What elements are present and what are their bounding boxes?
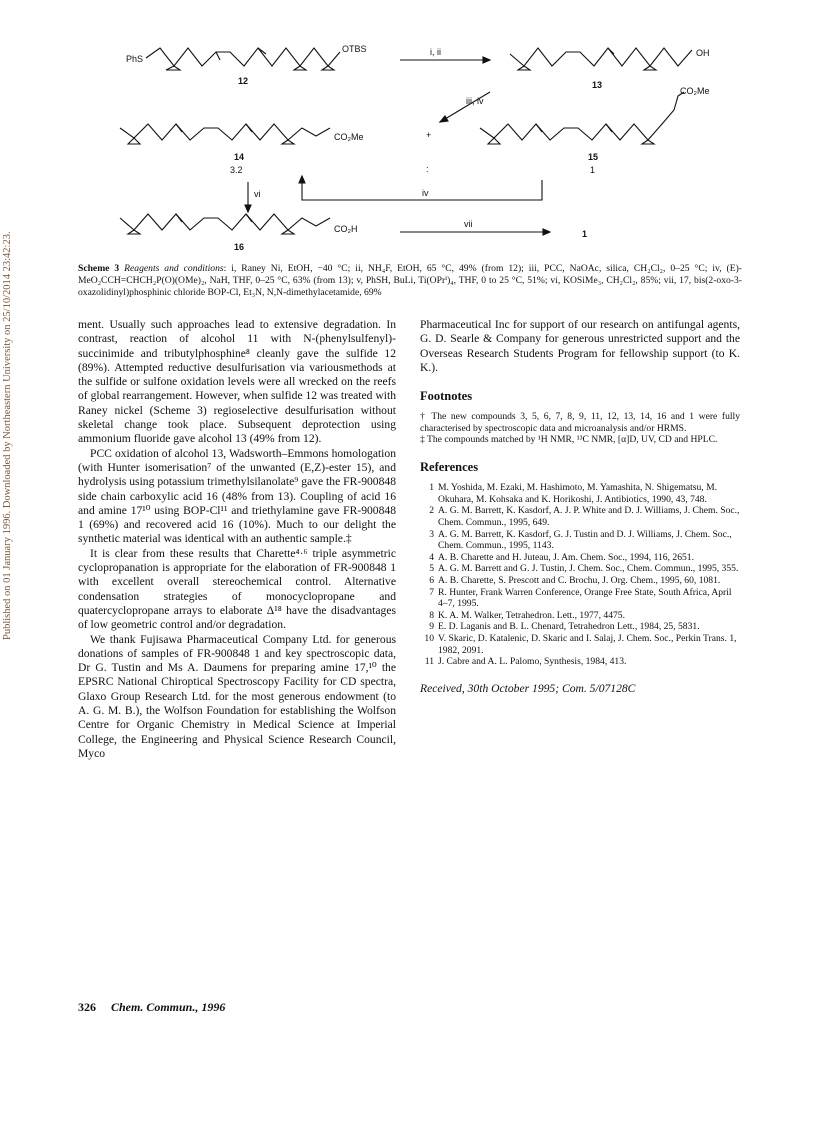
footnotes-heading: Footnotes: [420, 389, 473, 404]
compound-1: 1: [582, 229, 588, 239]
caption-heading: Reagents and conditions: [124, 263, 224, 274]
page-footer: [78, 1000, 225, 1015]
structure-13: [510, 48, 692, 66]
reference-item: 6 A. B. Charette, S. Prescott and C. Brochu, J. Org. Chem., 1995, 60, 1081.: [429, 575, 721, 587]
compound-16: 16: [234, 242, 245, 252]
received-line: Received, 30th October 1995; Com. 5/07128C: [420, 681, 636, 695]
reference-item: 5 A. G. M. Barrett and G. J. Tustin, J. Chem. Soc., Chem. Commun., 1995, 355.: [429, 563, 739, 575]
compound-15: 15: [588, 152, 599, 162]
caption-label: Scheme 3: [78, 263, 120, 274]
label-phs: PhS: [126, 54, 144, 64]
label-otbs: OTBS: [342, 44, 367, 54]
plus-sign: +: [426, 130, 432, 140]
footnote: † The new compounds 3, 5, 6, 7, 8, 9, 11, 12, 13, 14, 16 and 1 were fully characterised by spectroscopic data and microanalysis and/or HRMS.: [420, 411, 740, 434]
structure-14: [120, 124, 330, 140]
reference-item: 1 M. Yoshida, M. Ezaki, M. Hashimoto, M. Yamashita, N. Shigematsu, M. Okuhara, M. Kohsaka and K. Horikoshi, J. Antibiotics, 1990, 43, 748.: [429, 482, 718, 505]
acknowledgements: We thank Fujisawa Pharmaceutical Company Ltd. for generous donations of samples of FR-900848 1 and key spectroscopic data, Dr G. Tustin and Ms A. Daumens for preparing amine 17,¹⁰ the EPSRC National Chiroptical Spectroscopy Facility for CD spectra, Glaxo Group Research Ltd. for the most generous endowment (to A. G. M. B.), the Wolfson Foundation for establishing the Wolfson Centre for Organic Chemistry in Medical Science at Imperial College, the Engineering and Physical Science Research Council, Myco: [78, 632, 396, 760]
caption-text: : i, Raney Ni, EtOH, −40 °C; ii, NH₄F, EtOH, 65 °C, 49% (from 12); iii, PCC, NaOAc, silica, CH₂Cl₂, 0–25 °C; iv, (E)-MeO₂CCH=CHCH₂P(O)(OMe)₂, NaH, THF, 0–25 °C, 63% (from 13); v, PhSH, BuLi, Ti(OPrⁱ)₄, THF, 0 to 25 °C, 51%; vi, KOSiMe₃, CH₂Cl₂, 85%; vii, 17, bis(2-oxo-3-oxazolidinyl)phosphinic chloride BOP-Cl, Et₃N, N,N-dimethylacetamide, 69%: [78, 263, 743, 298]
reagent-vi: vi: [254, 189, 261, 199]
references-heading: References: [420, 459, 479, 474]
acknowledgements-continued: Pharmaceutical Inc for support of our research on antifungal agents, G. D. Searle & Company for generous unrestricted support and the Overseas Research Students Program for fellowship support (to K. K.).: [420, 318, 740, 374]
right-column: [420, 318, 740, 696]
reagent-vii: vii: [464, 219, 473, 229]
reference-list: [420, 482, 740, 668]
compound-14: 14: [234, 152, 245, 162]
reagent-iii-iv: iii, iv: [466, 96, 484, 106]
scheme-caption: [78, 263, 742, 298]
reference-item: 10 V. Skaric, D. Katalenic, D. Skaric and I. Salaj, J. Chem. Soc., Perkin Trans. 1, 1982, 2091.: [424, 633, 737, 656]
download-watermark: Published on 01 January 1996. Downloaded by Northeastern University on 25/10/2014 23:42:23.: [2, 231, 13, 640]
footnote: ‡ The compounds matched by ¹H NMR, ¹³C NMR, [α]D, UV, CD and HPLC.: [420, 434, 718, 446]
paragraph: ment. Usually such approaches lead to extensive degradation. In contrast, reaction of alcohol 11 with N-(phenylsulfenyl)-succinimide and tributylphosphine⁸ cleanly gave the sulfide 12 (89%). Attempted reductive desulfurisation via variousmethods at the sulfide or sulfone oxidation levels were all wrecked on the reefs of global rearrangement. However, when sulfide 12 was treated with Raney nickel (Scheme 3) regioselective desulfurisation without skeletal change took place. Subsequent deprotection using ammonium fluoride gave alcohol 13 (49% from 12).: [78, 318, 396, 446]
reagent-iv: iv: [422, 188, 429, 198]
structure-15: [480, 92, 684, 140]
journal-name: Chem. Commun., 1996: [111, 1000, 226, 1014]
compound-13: 13: [592, 80, 603, 90]
reference-item: 4 A. B. Charette and H. Juteau, J. Am. Chem. Soc., 1994, 116, 2651.: [429, 551, 694, 563]
reference-item: 11 J. Cabre and A. L. Palomo, Synthesis, 1984, 413.: [424, 656, 627, 668]
reference-item: 7 R. Hunter, Frank Warren Conference, Orange Free State, South Africa, April 4–7, 1995.: [429, 586, 732, 610]
compound-12: 12: [238, 76, 249, 86]
reference-item: 9 E. D. Laganis and B. L. Chenard, Tetrahedron Lett., 1984, 25, 5831.: [429, 621, 700, 633]
reagent-i-ii: i, ii: [430, 47, 441, 57]
label-co2me: CO₂Me: [334, 132, 364, 142]
reference-item: 8 K. A. M. Walker, Tetrahedron. Lett., 1977, 4475.: [429, 609, 625, 621]
left-column: [78, 318, 396, 761]
page-number: 326: [78, 1000, 96, 1014]
reaction-scheme: [80, 40, 740, 255]
label-co2h: CO₂H: [334, 224, 358, 234]
paragraph: PCC oxidation of alcohol 13, Wadsworth–Emmons homologation (with Hunter isomerisation⁷ of the unwanted (E,Z)-ester 15), and hydrolysis using potassium trimethylsilanolate⁹ gave the FR-900848 side chain carboxylic acid 16 (48% from 13). Coupling of acid 16 and amine 17¹⁰ using BOP-Cl¹¹ and triethylamine gave FR-900848 1 (69%) and recovered acid 16 (10%). Much to our delight the synthetic material was identical with an authentic sample.‡: [78, 446, 396, 546]
label-oh: OH: [696, 48, 710, 58]
ratio-left: 3.2: [230, 165, 243, 175]
reference-item: 3 A. G. M. Barrett, K. Kasdorf, G. J. Tustin and D. J. Williams, J. Chem. Soc., Chem. Commun., 1995, 1143.: [429, 528, 732, 552]
reference-item: 2 A. G. M. Barrett, K. Kasdorf, A. J. P. White and D. J. Williams, J. Chem. Soc., Chem. Commun., 1995, 649.: [429, 505, 740, 529]
ratio-colon: :: [426, 164, 429, 174]
structure-16: [120, 214, 330, 230]
structure-12: [146, 48, 340, 66]
ratio-right: 1: [590, 165, 596, 175]
paragraph: It is clear from these results that Charette⁴·⁶ triple asymmetric cyclopropanation is appropriate for the elaboration of FR-900848 1 with excellent overall stereochemical control. Alternative condensation strategies of monocyclopropane and quatercyclopropane arrays to elaborate Δ¹⁸ have the disadvantages of low geometric control and/or degradation.: [78, 546, 396, 632]
label-co2me-15: CO₂Me: [680, 86, 710, 96]
